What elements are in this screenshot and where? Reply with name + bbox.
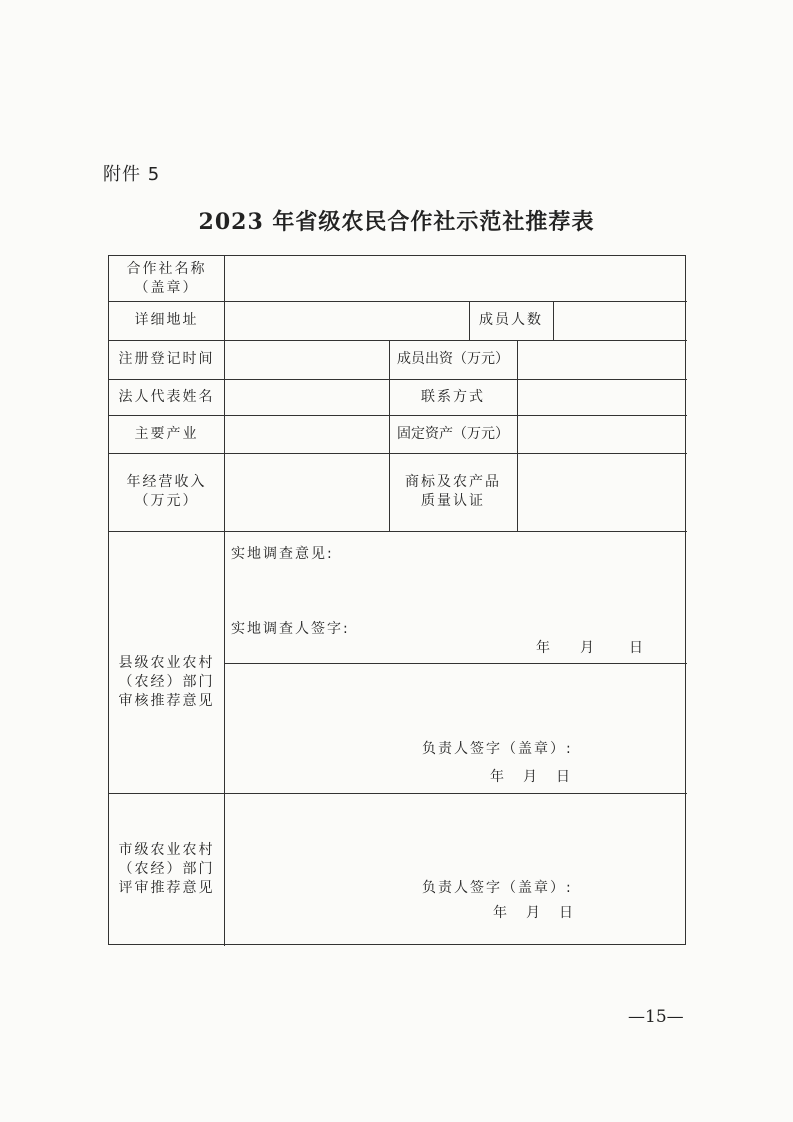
county-responsible-signature-label: 负责人签字（盖章）: [422, 741, 573, 757]
field-survey-signature-label: 实地调查人签字: [231, 621, 350, 637]
address-label: 详细地址 [134, 312, 199, 328]
field-survey-opinion-label: 实地调查意见: [231, 546, 334, 562]
column-divider [224, 256, 225, 946]
county-line2: （农经）部门 [118, 673, 215, 690]
revenue-label [109, 453, 224, 531]
date-year: 年 [536, 640, 550, 656]
date-month: 月 [526, 905, 540, 921]
legal-rep-label: 法人代表姓名 [118, 388, 215, 405]
date-day: 日 [629, 640, 643, 656]
field-survey-date [536, 637, 646, 657]
main-industry-label: 主要产业 [134, 425, 199, 442]
date-year: 年 [493, 905, 507, 921]
member-capital-label: 成员出资（万元） [397, 351, 509, 367]
date-month: 月 [580, 640, 594, 656]
city-responsible-signature-label: 负责人签字（盖章）: [422, 880, 573, 896]
recommendation-form [108, 255, 686, 945]
row-divider [224, 663, 687, 664]
member-count-label: 成员人数 [479, 312, 543, 328]
contact-label: 联系方式 [421, 388, 485, 405]
page-title: 2023 年省级农民合作社示范社推荐表 [198, 209, 595, 235]
county-line1: 县级农业农村 [118, 654, 215, 671]
revenue-line2: （万元） [134, 493, 199, 509]
date-day: 日 [556, 769, 570, 785]
coop-name-line2: （盖章） [134, 279, 199, 296]
county-line3: 审核推荐意见 [118, 692, 215, 709]
trademark-label [389, 453, 517, 531]
annex-label: 附件 5 [103, 164, 161, 185]
date-year: 年 [490, 769, 504, 785]
city-opinion-label [109, 793, 224, 946]
trademark-line2: 质量认证 [421, 493, 485, 509]
page-number: —15— [628, 1007, 684, 1027]
city-line1: 市级农业农村 [118, 842, 215, 858]
county-date [490, 766, 580, 786]
reg-date-label: 注册登记时间 [118, 351, 215, 367]
coop-name-label [109, 256, 224, 301]
date-day: 日 [559, 905, 573, 921]
coop-name-line1: 合作社名称 [126, 260, 207, 277]
date-month: 月 [523, 769, 537, 785]
county-opinion-label [109, 531, 224, 793]
column-divider [517, 340, 518, 531]
column-divider [553, 301, 554, 340]
city-line3: 评审推荐意见 [118, 880, 215, 896]
revenue-line1: 年经营收入 [126, 474, 207, 490]
trademark-line1: 商标及农产品 [405, 474, 501, 490]
fixed-assets-label: 固定资产（万元） [397, 425, 509, 442]
city-line2: （农经）部门 [118, 861, 215, 877]
city-date [493, 902, 583, 922]
